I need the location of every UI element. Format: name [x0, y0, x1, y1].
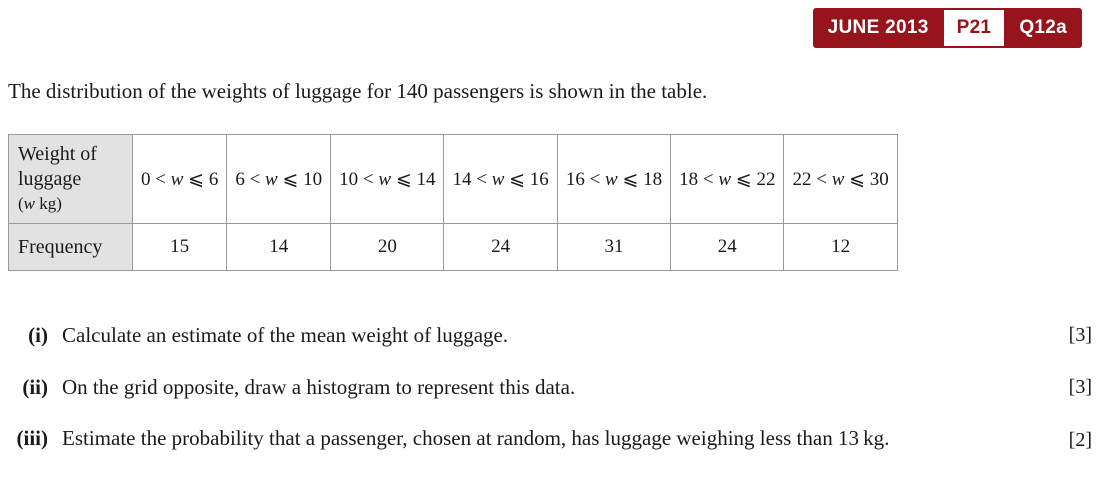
exam-session-label: JUNE 2013 [827, 17, 929, 38]
frequency-table [8, 134, 898, 271]
row-header-weight-line1: Weight of [18, 143, 97, 166]
row-header-weight [9, 135, 133, 224]
exam-paper-label: P21 [944, 10, 1005, 46]
row-header-weight-line3: (w kg) [18, 194, 62, 214]
frequency-table-container [8, 134, 898, 271]
question-part-iii [8, 425, 1092, 453]
interval-cell-1: 0 < w ⩽ 6 [133, 135, 227, 224]
part-marks-i: [3] [1068, 324, 1092, 346]
frequency-cell-6: 24 [671, 224, 784, 271]
frequency-cell-7: 12 [784, 224, 897, 271]
interval-cell-2: 6 < w ⩽ 10 [227, 135, 331, 224]
interval-cell-3: 10 < w ⩽ 14 [331, 135, 444, 224]
part-marks-ii: [3] [1068, 375, 1092, 398]
frequency-cell-1: 15 [133, 224, 227, 271]
question-parts-list [8, 322, 1092, 477]
interval-cell-5: 16 < w ⩽ 18 [557, 135, 670, 224]
table-row-intervals [9, 135, 898, 224]
frequency-cell-5: 31 [557, 224, 670, 271]
frequency-cell-2: 14 [227, 224, 331, 271]
interval-cell-7: 22 < w ⩽ 30 [784, 135, 897, 224]
frequency-cell-3: 20 [331, 224, 444, 271]
question-part-i [8, 322, 1092, 350]
interval-cell-4: 14 < w ⩽ 16 [444, 135, 557, 224]
part-label-i: (i) [28, 323, 48, 347]
interval-cell-6: 18 < w ⩽ 22 [671, 135, 784, 224]
exam-question-label: Q12a [1019, 17, 1067, 38]
frequency-cell-4: 24 [444, 224, 557, 271]
part-label-iii: (iii) [16, 426, 48, 451]
table-row-frequency [9, 224, 898, 271]
part-text-i: Calculate an estimate of the mean weight of luggage. [62, 323, 509, 347]
part-text-iii: Estimate the probability that a passenger, chosen at random, has luggage weighing less than 13 kg. [62, 426, 890, 451]
part-text-ii: On the grid opposite, draw a histogram to represent this data. [62, 374, 576, 399]
part-label-ii: (ii) [22, 374, 48, 399]
question-intro-text: The distribution of the weights of luggage for 140 passengers is shown in the table. [8, 79, 708, 103]
part-marks-iii: [2] [1068, 428, 1092, 451]
row-header-frequency: Frequency [9, 224, 133, 271]
row-header-weight-line2: luggage [18, 167, 82, 190]
question-part-ii [8, 374, 1092, 402]
exam-tag-bar [813, 8, 1082, 48]
